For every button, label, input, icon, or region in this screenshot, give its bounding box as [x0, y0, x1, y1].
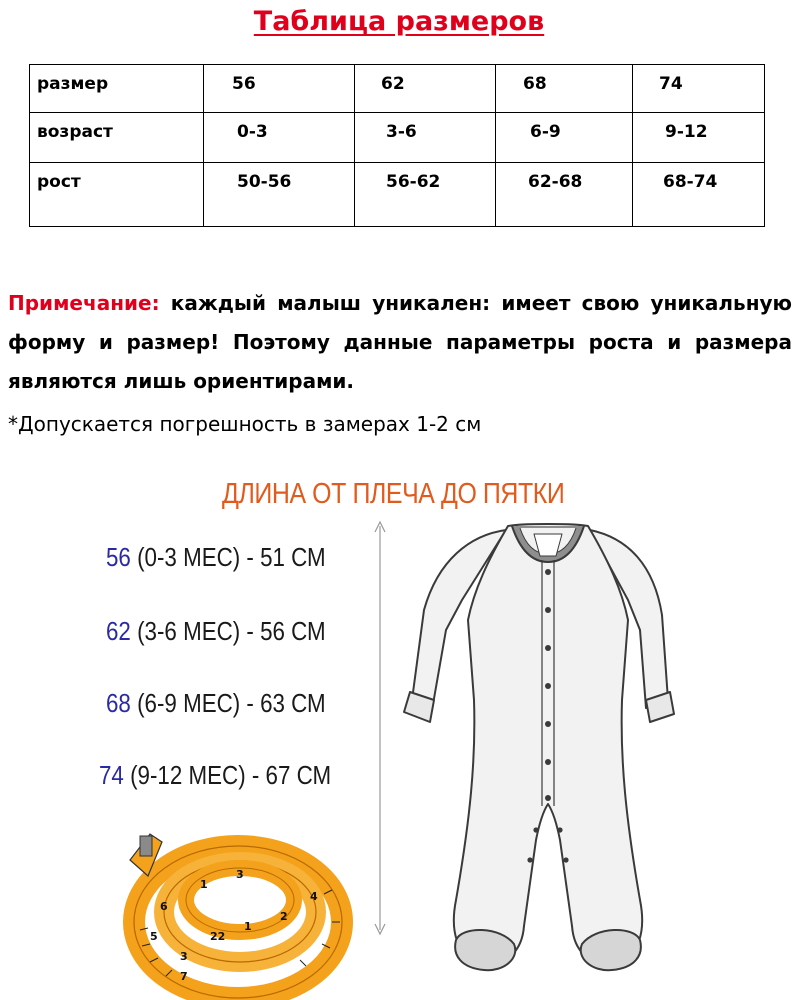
note-text: каждый малыш уникален: имеет свою уникальную форму и размер! Поэтому данные параметры роста и размера являются лишь ориентирами. [8, 291, 793, 393]
svg-text:22: 22 [210, 930, 226, 943]
table-cell: 74 [633, 65, 765, 113]
svg-text:1: 1 [244, 920, 252, 933]
svg-text:5: 5 [150, 930, 158, 943]
table-cell: 9-12 [633, 113, 765, 163]
length-heading: ДЛИНА ОТ ПЛЕЧА ДО ПЯТКИ [222, 478, 565, 510]
measurement-size: 68 [106, 688, 131, 718]
measurement-size: 56 [106, 542, 131, 572]
table-cell: 6-9 [496, 113, 633, 163]
sleepsuit-illustration [404, 524, 674, 970]
row-label: рост [30, 163, 204, 227]
note-label: Примечание: [8, 291, 160, 315]
table-cell: 0-3 [204, 113, 355, 163]
svg-text:3: 3 [180, 950, 188, 963]
svg-text:6: 6 [160, 900, 168, 913]
table-cell: 3-6 [355, 113, 496, 163]
table-cell: 56 [204, 65, 355, 113]
table-cell: 62-68 [496, 163, 633, 227]
table-cell: 62 [355, 65, 496, 113]
measurement-detail: (9-12 МЕС) - 67 СМ [130, 760, 332, 790]
tolerance-note: *Допускается погрешность в замерах 1-2 см [8, 412, 482, 436]
page-title: Таблица размеров [253, 6, 545, 37]
svg-text:7: 7 [180, 970, 188, 983]
measurement-detail: (0-3 МЕС) - 51 СМ [137, 542, 326, 572]
table-cell: 50-56 [204, 163, 355, 227]
measurement-size: 74 [99, 760, 124, 790]
measurement-detail: (6-9 МЕС) - 63 СМ [137, 688, 326, 718]
svg-text:4: 4 [310, 890, 318, 903]
measurement-size: 62 [106, 616, 131, 646]
svg-text:3: 3 [236, 868, 244, 881]
table-cell: 56-62 [355, 163, 496, 227]
measurement-detail: (3-6 МЕС) - 56 СМ [137, 616, 326, 646]
svg-text:2: 2 [280, 910, 288, 923]
measuring-tape-icon [130, 834, 342, 998]
table-cell: 68-74 [633, 163, 765, 227]
table-cell: 68 [496, 65, 633, 113]
svg-text:1: 1 [200, 878, 208, 891]
row-label: размер [30, 65, 204, 113]
length-arrow-icon [375, 522, 385, 934]
row-label: возраст [30, 113, 204, 163]
